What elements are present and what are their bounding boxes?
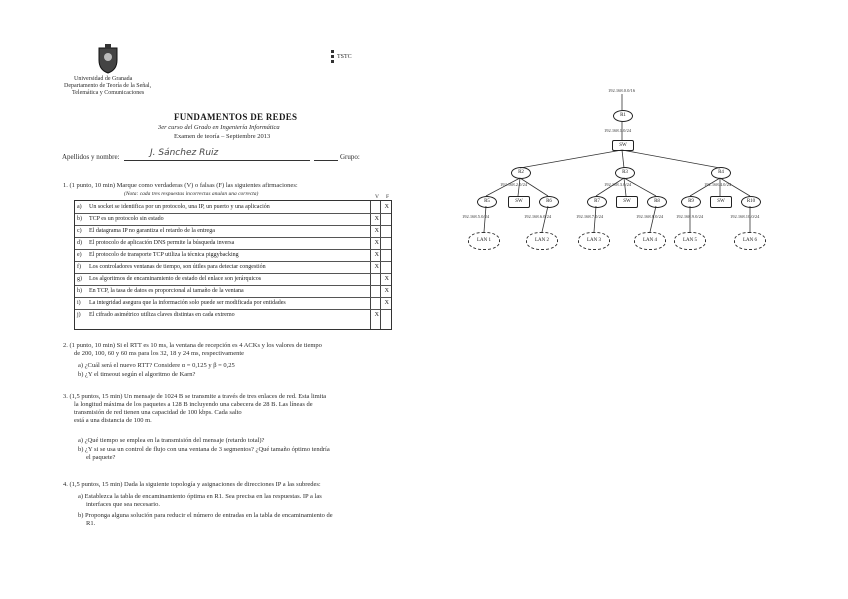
answer-f-checkbox[interactable]: X: [384, 300, 389, 306]
q3-line-4: está a una distancia de 100 m.: [74, 417, 152, 424]
q3-line-3: transmisión de red tienen una capacidad de 100 kbps. Cada salto: [74, 409, 242, 416]
answer-f-checkbox[interactable]: X: [384, 276, 389, 282]
name-line: [124, 160, 310, 161]
router-r7: R7: [587, 196, 607, 208]
lan-cloud: LAN 4: [634, 232, 666, 250]
subnet-address: 192.168.5.0/24: [462, 214, 490, 219]
table-row: j) El cifrado asimétrico utiliza claves distintas en cada extremo X: [77, 312, 379, 318]
q3-line-2: la longitud máxima de los paquetes a 128 B incluyendo una cabecera de 28 B. Las líneas de: [74, 401, 313, 408]
q1-note: (Nota: cada tres respuestas incorrectas anulan una correcta): [124, 191, 259, 197]
switch-a: SW: [508, 196, 530, 208]
router-r1: R1: [613, 110, 633, 122]
r1-address: 192.168.1.0/24: [604, 128, 632, 133]
switch-top: SW: [612, 140, 634, 151]
q3-part-b: b) ¿Y si se usa un control de flujo con una ventana de 3 segmentos? ¿Qué tamaño óptimo tendría: [78, 446, 330, 453]
internet-address: 192.168.0.0/16: [608, 88, 636, 93]
router-r6: R6: [539, 196, 559, 208]
q4-part-a: a) Establezca la tabla de encaminamiento óptima en R1. Sea precisa en las respuestas. IP a las: [78, 493, 322, 500]
subnet-address: 192.168.8.0/24: [636, 214, 664, 219]
university-crest-icon: [96, 44, 120, 74]
exam-title: FUNDAMENTOS DE REDES: [174, 112, 298, 122]
answer-v-checkbox[interactable]: X: [374, 264, 379, 270]
q4-part-a-cont: interfaces que sea necesario.: [86, 501, 160, 508]
q4-part-b: b) Proponga alguna solución para reducir el número de entradas en la tabla de encaminamiento de: [78, 512, 333, 519]
answer-v-checkbox[interactable]: X: [374, 312, 379, 318]
lan-cloud: LAN 2: [526, 232, 558, 250]
table-row: f) Los controladores ventanas de tiempo, son útiles para detectar congestión X: [75, 263, 391, 274]
r4-address: 192.168.4.0/24: [704, 182, 732, 187]
answer-f-checkbox[interactable]: X: [384, 204, 389, 210]
answer-v-checkbox[interactable]: X: [374, 252, 379, 258]
subnet-address: 192.168.6.0/24: [524, 214, 552, 219]
exam-subtitle: 3er curso del Grado en Ingeniería Informática: [158, 124, 280, 131]
answer-v-checkbox[interactable]: X: [374, 240, 379, 246]
router-r8: R8: [647, 196, 667, 208]
name-handwritten: J. Sánchez Ruiz: [150, 148, 219, 158]
router-r3: R3: [615, 167, 635, 179]
q2-line-1: 2. (1 punto, 10 min) Si el RTT es 10 ms, la ventana de recepción es 4 ACKs y los valores de tiempo: [63, 342, 322, 349]
r2-address: 192.168.2.0/24: [500, 182, 528, 187]
exam-date: Examen de teoría – Septiembre 2013: [174, 133, 271, 140]
table-row: i) La integridad asegura que la información solo puede ser modificada por entidades X: [75, 299, 391, 310]
q3-part-a: a) ¿Qué tiempo se emplea en la transmisión del mensaje (retardo total)?: [78, 437, 265, 444]
subnet-address: 192.168.10.0/24: [730, 214, 760, 219]
router-r9: R9: [681, 196, 701, 208]
subnet-address: 192.168.7.0/24: [576, 214, 604, 219]
network-diagram: [424, 0, 848, 599]
lan-cloud: LAN 3: [578, 232, 610, 250]
name-label: Apellidos y nombre:: [62, 153, 120, 161]
table-row: e) El protocolo de transporte TCP utiliza la técnica piggybacking X: [75, 251, 391, 262]
router-r10: R10: [741, 196, 761, 208]
answer-f-checkbox[interactable]: X: [384, 288, 389, 294]
answer-v-checkbox[interactable]: X: [374, 216, 379, 222]
university-name: Universidad de Granada: [74, 76, 133, 82]
department-line-1: Departamento de Teoría de la Señal,: [64, 83, 152, 89]
lan-cloud: LAN 1: [468, 232, 500, 250]
department-logo-text: TSTC: [337, 54, 352, 60]
switch-b: SW: [616, 196, 638, 208]
table-row: g) Los algoritmos de encaminamiento de estado del enlace son jerárquicos X: [75, 275, 391, 286]
department-logo: [331, 48, 357, 66]
q2-part-a: a) ¿Cuál será el nuevo RTT? Considere α = 0,125 y β = 0,25: [78, 362, 235, 369]
col-f-header: F: [385, 194, 389, 200]
lan-cloud: LAN 6: [734, 232, 766, 250]
answer-v-checkbox[interactable]: X: [374, 228, 379, 234]
group-line: [314, 160, 338, 161]
q2-part-b: b) ¿Y el timeout según el algoritmo de Karn?: [78, 371, 196, 378]
router-r5: R5: [477, 196, 497, 208]
router-r4: R4: [711, 167, 731, 179]
table-row: b) TCP es un protocolo sin estado X: [75, 215, 391, 226]
router-r2: R2: [511, 167, 531, 179]
table-row: c) El datagrama IP no garantiza el retardo de la entrega X: [75, 227, 391, 238]
switch-c: SW: [710, 196, 732, 208]
q2-line-2: de 200, 100, 60 y 60 ms para los 32, 18 y 24 ms, respectivamente: [74, 350, 245, 357]
q4-part-b-cont: R1.: [86, 520, 96, 527]
col-v-header: V: [375, 194, 379, 200]
r3-address: 192.168.3.0/24: [604, 182, 632, 187]
q3-part-b-cont: el paquete?: [86, 454, 116, 461]
table-row: d) El protocolo de aplicación DNS permite la búsqueda inversa X: [75, 239, 391, 250]
lan-cloud: LAN 5: [674, 232, 706, 250]
q3-line-1: 3. (1,5 puntos, 15 min) Un mensaje de 1024 B se transmite a través de tres enlaces de red. Esta limita: [63, 393, 327, 400]
q1-heading: 1. (1 punto, 10 min) Marque como verdaderas (V) o falsas (F) las siguientes afirmaciones:: [63, 182, 298, 189]
subnet-address: 192.168.9.0/24: [676, 214, 704, 219]
q4-line-1: 4. (1,5 puntos, 15 min) Dada la siguiente topología y asignaciones de direcciones IP a las subredes:: [63, 481, 321, 488]
diagram-links: [424, 0, 848, 599]
table-row: h) En TCP, la tasa de datos es proporcional al tamaño de la ventana X: [75, 287, 391, 298]
group-label: Grupo:: [340, 153, 360, 161]
department-line-2: Telemática y Comunicaciones: [72, 90, 145, 96]
table-row: a) Un socket se identifica por un protocolo, una IP, un puerto y una aplicación X: [75, 203, 391, 214]
